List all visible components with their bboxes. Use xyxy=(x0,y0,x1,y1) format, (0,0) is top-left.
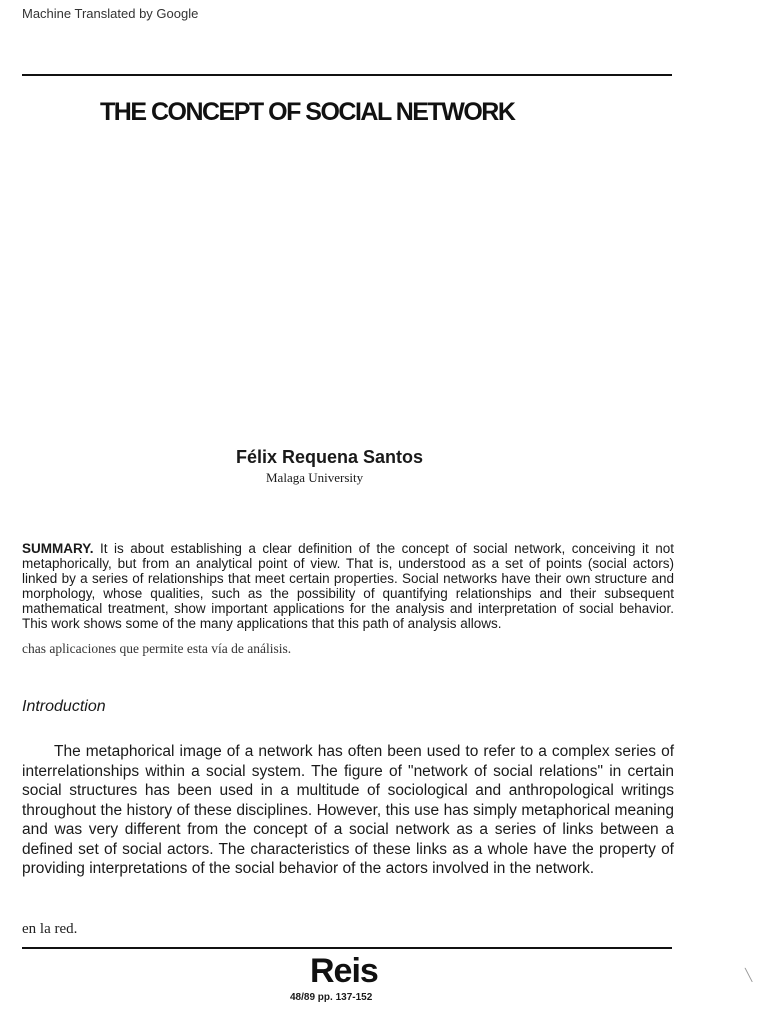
article-title: THE CONCEPT OF SOCIAL NETWORK xyxy=(100,98,515,126)
bottom-rule xyxy=(22,947,672,949)
summary-text: It is about establishing a clear definition of the concept of social network, conceiving it not metaphorically, but from an analytical point of view. That is, understood as a set of points (social actors) linked by a series of relationships that meet certain properties. Social networks have their own structure and morphology, whose qualities, such as the possibility of quantifying relationships and their subsequent mathematical treatment, show important applications for the analysis and interpretation of social behavior. This work shows some of the many applications that this path of analysis allows. xyxy=(22,541,674,631)
introduction-paragraph: The metaphorical image of a network has often been used to refer to a complex series of interrelationships within a social system. The figure of "network of social relations" in certain social structures has been used in a multitude of sociological and anthropological writings throughout the history of these disciplines. However, this use has simply metaphorical meaning and was very different from the concept of a social network as a series of links between a defined set of social actors. The characteristics of these links as a whole have the property of providing interpretations of the social behavior of the actors involved in the network. xyxy=(22,743,674,877)
author-name: Félix Requena Santos xyxy=(236,447,424,467)
summary-label: SUMMARY. xyxy=(22,541,94,556)
author-affiliation: Malaga University xyxy=(266,470,364,485)
section-heading-introduction: Introduction xyxy=(22,698,106,715)
introduction-spanish-tail: en la red. xyxy=(22,921,78,937)
summary-paragraph xyxy=(22,541,674,631)
corner-mark: ╲ xyxy=(745,968,753,982)
machine-translated-header: Machine Translated by Google xyxy=(22,6,199,21)
journal-logo: Reis xyxy=(310,952,378,990)
summary-spanish-tail: chas aplicaciones que permite esta vía de análisis. xyxy=(22,641,292,656)
page-range: 48/89 pp. 137-152 xyxy=(290,992,373,1003)
top-rule xyxy=(22,74,672,76)
